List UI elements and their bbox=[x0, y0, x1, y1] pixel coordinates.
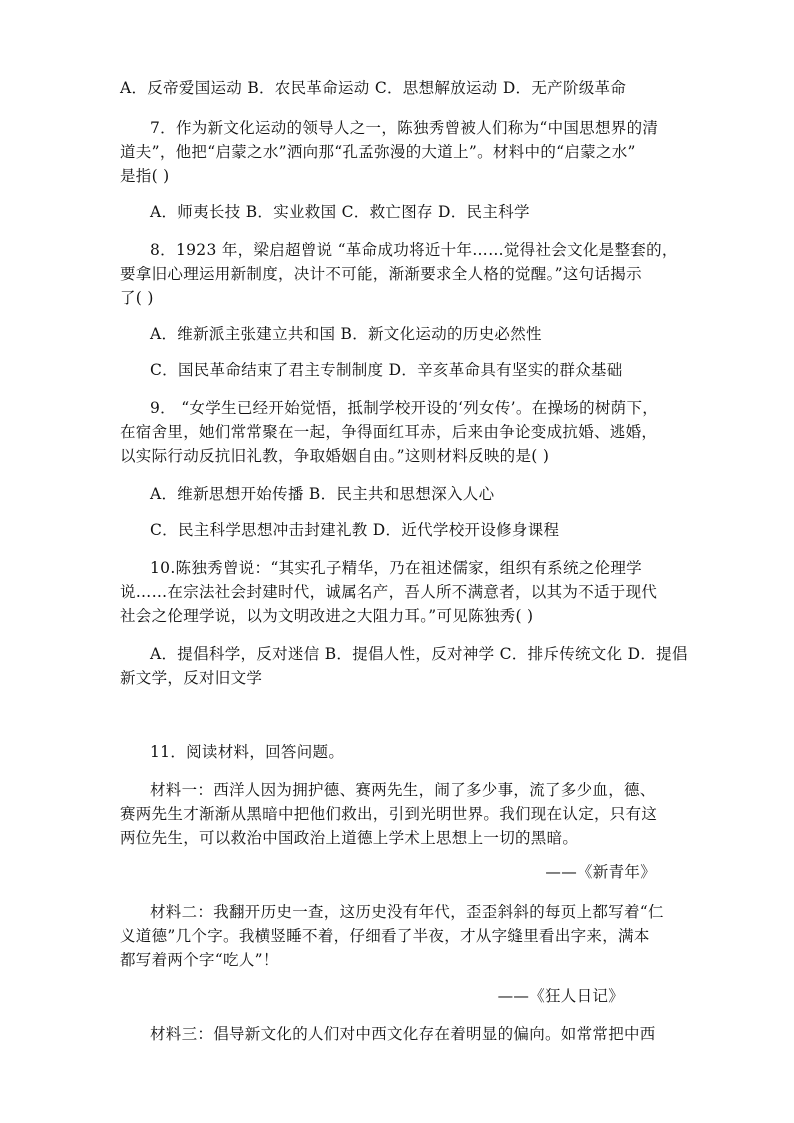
question-6-options: A．反帝爱国运动 B．农民革命运动 C．思想解放运动 D．无产阶级革命 bbox=[120, 79, 627, 97]
question-7-stem-line-2: 道夫”，他把“启蒙之水”洒向那“孔孟弥漫的大道上”。材料中的“启蒙之水” bbox=[120, 143, 636, 161]
question-10-stem-line-2: 说……在宗法社会封建时代，诚属名产，吾人所不满意者，以其为不适于现代 bbox=[120, 583, 658, 601]
material-3-line-1: 材料三：倡导新文化的人们对中西文化存在着明显的偏向。如常常把中西 bbox=[150, 1025, 656, 1043]
material-1-line-3: 两位先生，可以救治中国政治上道德上学术上思想上一切的黑暗。 bbox=[120, 829, 579, 847]
question-9-stem-line-3: 以实际行动反抗旧礼教，争取婚姻自由。”这则材料反映的是( ) bbox=[120, 447, 550, 465]
question-10-options-line-2: 新文学，反对旧文学 bbox=[120, 669, 263, 687]
question-8-stem-line-1: 8．1923 年，梁启超曾说 “革命成功将近十年……觉得社会文化是整套的， bbox=[150, 241, 678, 259]
question-7-stem-line-1: 7．作为新文化运动的领导人之一，陈独秀曾被人们称为“中国思想界的清 bbox=[150, 119, 659, 137]
question-8-options-ab: A．维新派主张建立共和国 B．新文化运动的历史必然性 bbox=[150, 325, 542, 343]
material-2-line-1: 材料二：我翻开历史一查，这历史没有年代，歪歪斜斜的每页上都写着“仁 bbox=[150, 903, 664, 921]
material-1-line-1: 材料一：西洋人因为拥护德、赛两先生，闹了多少事，流了多少血，德、 bbox=[150, 781, 656, 799]
question-7-stem-line-3: 是指( ) bbox=[120, 167, 170, 185]
question-8-options-cd: C．国民革命结束了君主专制制度 D．辛亥革命具有坚实的群众基础 bbox=[150, 361, 623, 379]
question-8-stem-line-3: 了( ) bbox=[120, 289, 154, 307]
material-2-source: ——《狂人日记》 bbox=[497, 987, 624, 1005]
question-7-options: A．师夷长技 B．实业救国 C．救亡图存 D．民主科学 bbox=[150, 203, 530, 221]
question-10-options-line-1: A．提倡科学，反对迷信 B．提倡人性，反对神学 C．排斥传统文化 D．提倡 bbox=[150, 645, 688, 663]
material-1-source: ——《新青年》 bbox=[545, 863, 656, 881]
question-9-options-cd: C．民主科学思想冲击封建礼教 D．近代学校开设修身课程 bbox=[150, 521, 560, 539]
question-10-stem-line-3: 社会之伦理学说，以为文明改进之大阻力耳。”可见陈独秀( ) bbox=[120, 607, 534, 625]
question-11-title: 11．阅读材料，回答问题。 bbox=[150, 743, 345, 761]
material-1-line-2: 赛两先生才渐渐从黑暗中把他们救出，引到光明世界。我们现在认定，只有这 bbox=[120, 805, 658, 823]
question-9-stem-line-2: 在宿舍里，她们常常聚在一起，争得面红耳赤，后来由争论变成抗婚、逃婚， bbox=[120, 423, 658, 441]
material-2-line-3: 都写着两个字“吃人”！ bbox=[120, 951, 279, 969]
material-2-line-2: 义道德”几个字。我横竖睡不着，仔细看了半夜，才从字缝里看出字来，满本 bbox=[120, 927, 650, 945]
question-9-options-ab: A．维新思想开始传播 B．民主共和思想深入人心 bbox=[150, 485, 495, 503]
question-9-stem-line-1: 9． “女学生已经开始觉悟，抵制学校开设的‘列女传’。在操场的树荫下， bbox=[150, 399, 659, 417]
question-8-stem-line-2: 要拿旧心理运用新制度，决计不可能，渐渐要求全人格的觉醒。”这句话揭示 bbox=[120, 265, 642, 283]
question-10-stem-line-1: 10.陈独秀曾说：“其实孔子精华，乃在祖述儒家，组织有系统之伦理学 bbox=[150, 559, 642, 577]
